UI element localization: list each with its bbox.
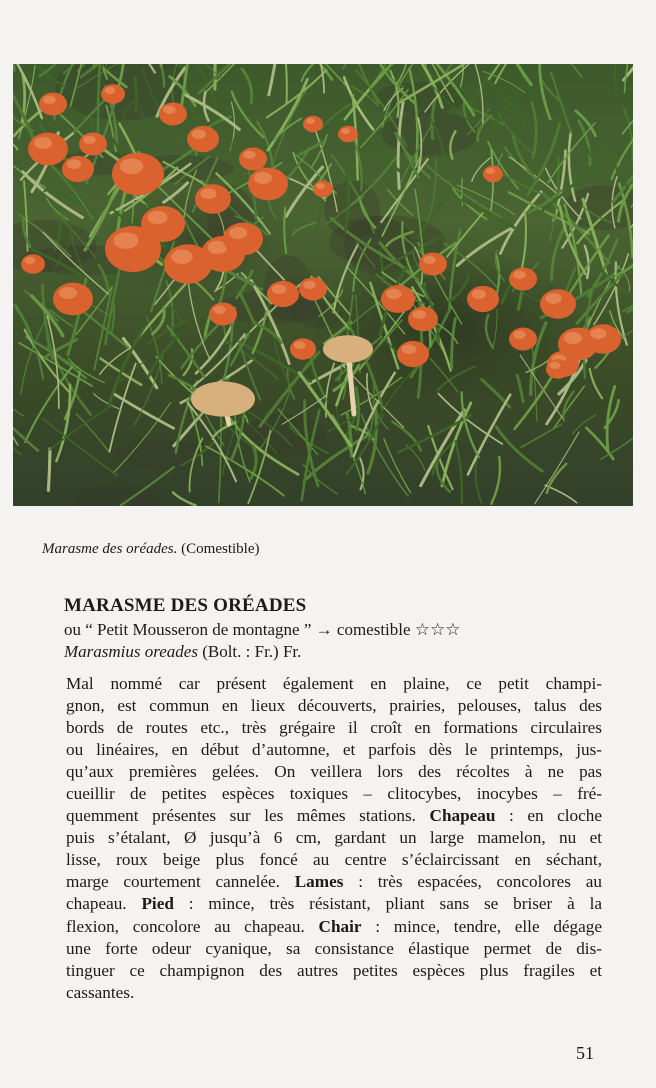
mushroom-cap xyxy=(483,166,503,182)
mushroom-cap xyxy=(248,168,288,201)
mushroom-cap xyxy=(239,148,267,171)
caption-note: (Comestible) xyxy=(181,541,260,557)
text-run: : mince, très résistant, pliant sans se briser à la xyxy=(173,894,602,914)
description-paragraph xyxy=(66,673,602,1004)
mushroom-cap xyxy=(408,307,438,332)
mushroom-cap xyxy=(313,181,333,197)
mushroom-cap xyxy=(187,126,219,152)
text-run: : très espacées, concolores au xyxy=(343,872,602,892)
mushroom-cap xyxy=(397,341,429,367)
text-line: qu’aux premières gelées. On veillera lors des récoltes à ne pas xyxy=(66,762,602,782)
page-number: 51 xyxy=(576,1043,594,1063)
mushroom-cap xyxy=(21,254,45,274)
text-run: flexion, concolore au chapeau. xyxy=(66,916,305,936)
mushroom-cap xyxy=(105,226,161,272)
text-line: puis s’étalant, Ø jusqu’à 6 cm, gardant un large mamelon, nu et xyxy=(66,828,602,848)
text-line xyxy=(66,893,602,915)
term-chapeau: Chapeau xyxy=(429,806,496,826)
mushroom-cap xyxy=(303,116,323,132)
latin-name: Marasmius oreades xyxy=(64,642,198,661)
mushroom-cap xyxy=(540,289,576,319)
photo-caption xyxy=(42,539,259,559)
mushroom-cap xyxy=(209,303,237,326)
text-line xyxy=(66,916,602,938)
text-line: une forte odeur cyanique, sa consistance élastique permet de dis- xyxy=(66,938,602,958)
mushroom-cap xyxy=(53,283,93,316)
term-pied: Pied xyxy=(141,894,174,914)
text-line xyxy=(66,871,602,893)
text-line: gnon, est commun en lieux découverts, prairies, pelouses, talus des xyxy=(66,696,602,716)
mushroom-cap xyxy=(159,103,187,126)
text-line: tinguer ce champignon des autres petites espèces plus fragiles et xyxy=(66,960,602,980)
mushroom-cap xyxy=(267,281,299,307)
text-run: : mince, tendre, elle dégage xyxy=(361,916,602,936)
entry-latin-name xyxy=(64,641,301,663)
text-run: chapeau. xyxy=(66,894,127,914)
mushroom-cap xyxy=(299,278,327,301)
term-chair: Chair xyxy=(318,916,362,936)
text-line: ou linéaires, en début d’automne, et parfois dès le printemps, jus- xyxy=(66,740,602,760)
caption-name: Marasme des oréades. xyxy=(42,541,178,557)
mushroom-cap xyxy=(419,253,447,276)
mushroom-cap xyxy=(39,93,67,116)
mushroom-cap xyxy=(509,328,537,351)
mushroom-cap xyxy=(290,338,316,359)
mushroom-cap xyxy=(112,153,164,196)
mushroom-cap xyxy=(381,285,415,313)
mushroom-cap xyxy=(467,286,499,312)
latin-author: (Bolt. : Fr.) Fr. xyxy=(197,642,302,661)
text-run: : en cloche xyxy=(495,806,602,826)
mushroom-cap xyxy=(101,84,125,104)
mushroom-cap xyxy=(223,223,263,256)
text-run: quemment présentes sur les mêmes stations. xyxy=(66,806,416,826)
mushroom-cap xyxy=(79,133,107,156)
mushroom-cap xyxy=(338,126,358,142)
mushroom-cap xyxy=(195,184,231,214)
mushroom-photo xyxy=(13,64,633,506)
text-line: lisse, roux beige plus foncé au centre s’éclaircissant en séchant, xyxy=(66,850,602,870)
entry-subtitle: ou “ Petit Mousseron de montagne ” → comestible ☆☆☆ xyxy=(64,620,461,639)
mushroom-cap xyxy=(546,359,570,379)
text-line: bords de routes etc., très grégaire il croît en formations circulaires xyxy=(66,718,602,738)
text-run: marge courtement cannelée. xyxy=(66,872,280,892)
mushroom-cap xyxy=(585,324,621,354)
mushroom-pale xyxy=(191,381,255,424)
photo-illustration xyxy=(13,64,633,506)
text-line: cueillir de petites espèces toxiques – clitocybes, inocybes – fré- xyxy=(66,784,602,804)
term-lames: Lames xyxy=(294,872,344,892)
mushroom-cap xyxy=(509,268,537,291)
text-line: Mal nommé car présent également en plaine, ce petit champi- xyxy=(66,674,602,693)
text-line: cassantes. xyxy=(66,982,135,1002)
entry-title: MARASME DES ORÉADES xyxy=(64,595,307,616)
mushroom-cap xyxy=(28,133,68,166)
mushroom-cap xyxy=(62,156,94,182)
text-line xyxy=(66,805,602,827)
